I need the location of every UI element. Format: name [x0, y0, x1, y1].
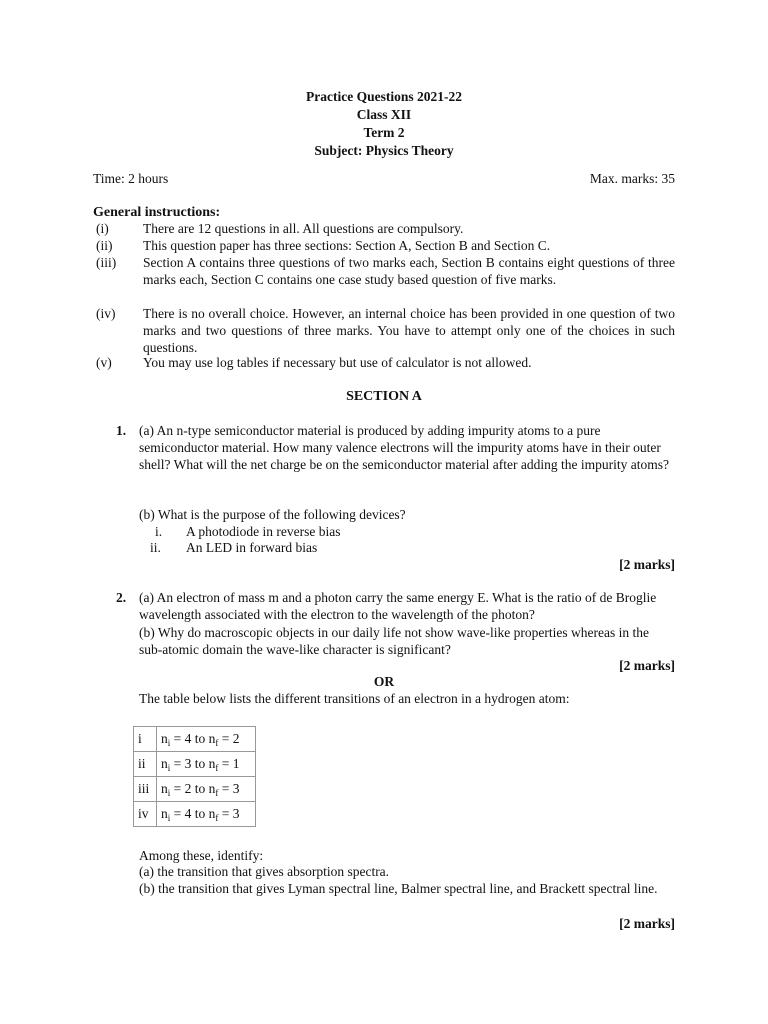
- identify-part-b: (b) the transition that gives Lyman spectral line, Balmer spectral line, and Brackett spectral line.: [139, 881, 658, 896]
- subject-label: Subject: Physics Theory: [314, 143, 454, 158]
- question-1-part-b: (b) What is the purpose of the following devices?: [139, 507, 406, 522]
- instruction-text: This question paper has three sections: Section A, Section B and Section C.: [143, 238, 551, 253]
- or-label: OR: [373, 674, 395, 689]
- table-row: [134, 777, 256, 802]
- question-1-number: 1.: [116, 423, 127, 438]
- question-2-number: 2.: [116, 590, 127, 605]
- section-a-title: SECTION A: [346, 389, 422, 404]
- question-1-marks: [2 marks]: [619, 557, 675, 572]
- table-cell-transition: $n_i = 2$ to $n_f = 3$: [157, 777, 256, 802]
- instruction-number: (v): [96, 355, 112, 370]
- question-1-item-number: ii.: [150, 540, 161, 555]
- term-label: Term 2: [363, 125, 405, 140]
- max-marks-label: Max. marks: 35: [589, 171, 675, 186]
- instruction-number: (ii): [96, 238, 113, 253]
- question-2-alt-intro: The table below lists the different transitions of an electron in a hydrogen atom:: [139, 691, 570, 706]
- question-2-part-a: (a) An electron of mass m and a photon carry the same energy E. What is the ratio of de Broglie wavelength associated with the electron to the wavelength of the photon?: [139, 590, 657, 622]
- time-label: Time: 2 hours: [93, 171, 169, 186]
- question-2-marks: [2 marks]: [619, 658, 675, 673]
- paper-title: Practice Questions 2021-22: [306, 89, 462, 104]
- instruction-text: You may use log tables if necessary but use of calculator is not allowed.: [143, 355, 532, 370]
- table-cell-label: iv: [134, 802, 157, 827]
- table-cell-label: iii: [134, 777, 157, 802]
- transitions-table: [133, 726, 256, 827]
- table-row: [134, 727, 256, 752]
- table-cell-transition: $n_i = 3$ to $n_f = 1$: [157, 752, 256, 777]
- table-cell-transition: $n_i = 4$ to $n_f = 3$: [157, 802, 256, 827]
- question-1-item-text: A photodiode in reverse bias: [186, 524, 341, 539]
- instruction-text: There are 12 questions in all. All questions are compulsory.: [143, 221, 464, 236]
- instruction-number: (iii): [96, 255, 117, 270]
- table-cell-transition: $n_i = 4$ to $n_f = 2$: [157, 727, 256, 752]
- instruction-text: There is no overall choice. However, an internal choice has been provided in one question of two marks and two questions of three marks. You have to attempt only one of the choices in such questions.: [143, 306, 675, 355]
- document-header: [0, 88, 768, 160]
- table-cell-label: i: [134, 727, 157, 752]
- table-row: [134, 802, 256, 827]
- table-cell-label: ii: [134, 752, 157, 777]
- identify-intro: Among these, identify:: [139, 848, 264, 863]
- class-label: Class XII: [356, 107, 412, 122]
- question-1-part-a: (a) An n-type semiconductor material is produced by adding impurity atoms to a pure semiconductor material. How many valence electrons will the impurity atoms have in their outer shell? What will the net charge be on the semiconductor material after adding the impurity atoms?: [139, 423, 669, 472]
- instruction-text: Section A contains three questions of two marks each, Section B contains eight questions of three marks each, Section C contains one case study based question of five marks.: [143, 255, 675, 287]
- table-row: [134, 752, 256, 777]
- question-2-part-b: (b) Why do macroscopic objects in our daily life not show wave-like properties whereas in the sub-atomic domain the wave-like character is significant?: [139, 625, 649, 657]
- instructions-title: General instructions:: [93, 205, 221, 220]
- meta-row: [93, 171, 675, 189]
- instruction-number: (iv): [96, 306, 116, 321]
- question-1-item-text: An LED in forward bias: [186, 540, 318, 555]
- question-2-alt-marks: [2 marks]: [619, 916, 675, 931]
- instruction-number: (i): [96, 221, 109, 236]
- question-1-item-number: i.: [155, 524, 163, 539]
- identify-part-a: (a) the transition that gives absorption spectra.: [139, 864, 390, 879]
